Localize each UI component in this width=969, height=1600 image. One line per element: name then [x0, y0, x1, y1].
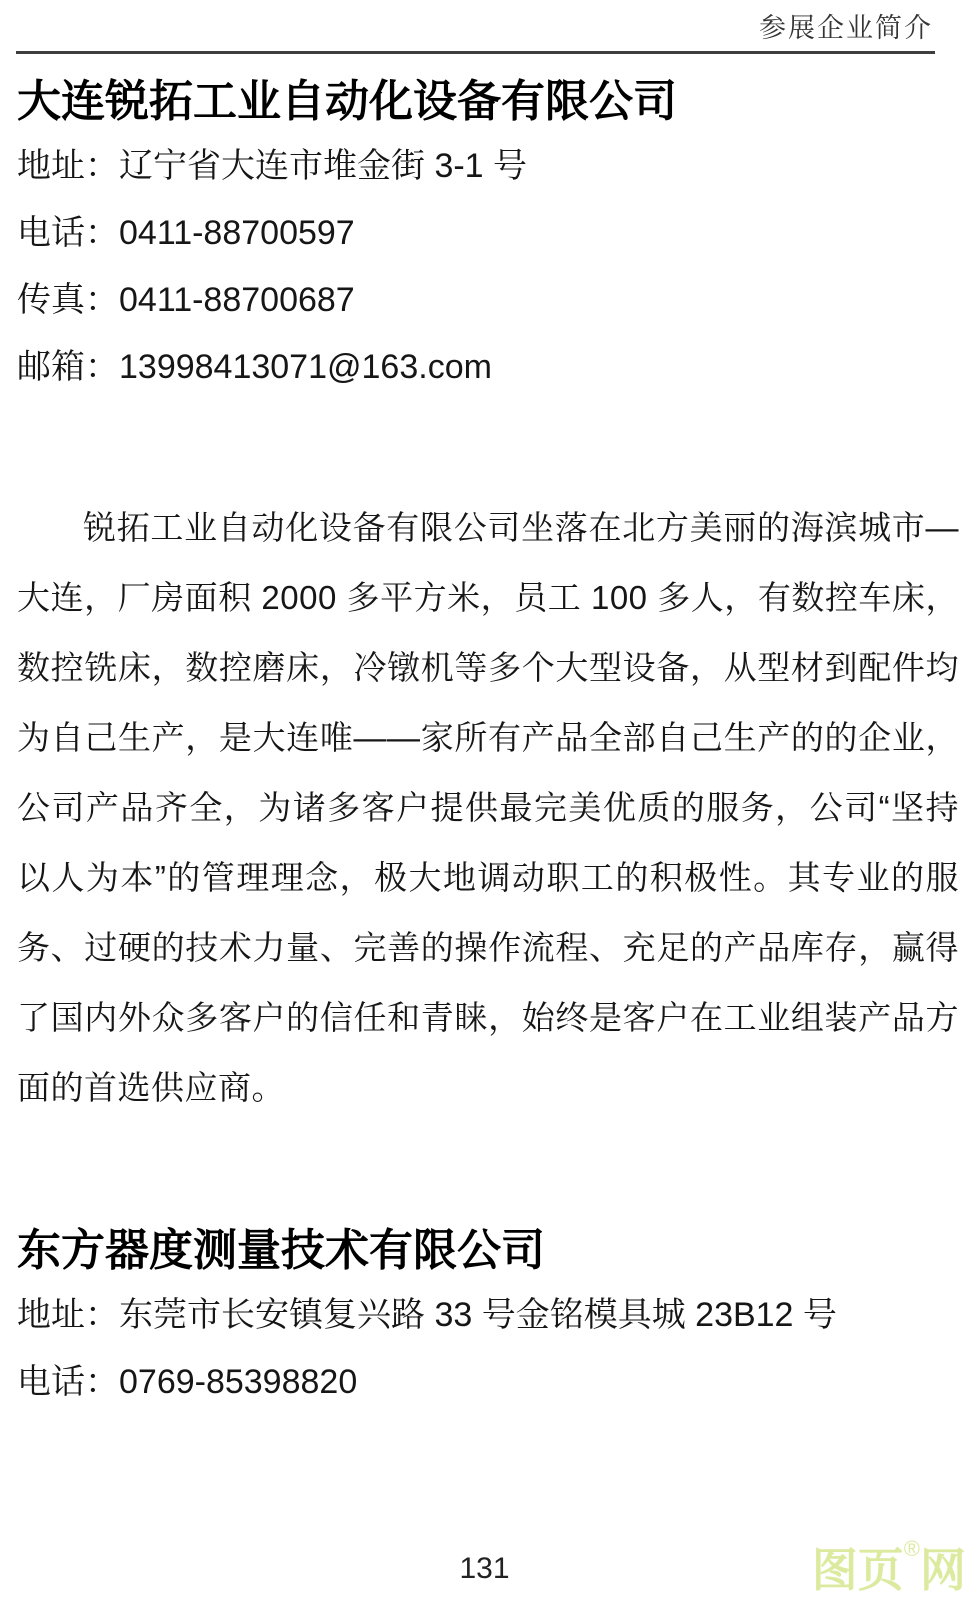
- company-name: 东方器度测量技术有限公司: [17, 1226, 545, 1275]
- page-header-title: 参展企业简介: [759, 13, 933, 43]
- contact-line-fax: 传真：0411-88700687: [17, 281, 355, 319]
- company-section-dalian-ruituo: [17, 74, 959, 1123]
- contact-line-address: 地址：东莞市长安镇复兴路 33 号金铭模具城 23B12 号: [17, 1296, 837, 1334]
- contact-list: [17, 1282, 959, 1416]
- page-header: [16, 0, 935, 54]
- contact-line-phone: 电话：0769-85398820: [17, 1363, 358, 1401]
- contact-line-phone: 电话：0411-88700597: [17, 214, 355, 252]
- watermark-text-left: 图页: [811, 1544, 904, 1597]
- company-section-dongfang-qidu: [17, 1223, 959, 1416]
- contact-line-address: 地址：辽宁省大连市堆金街 3-1 号: [17, 147, 528, 185]
- company-name: 大连锐拓工业自动化设备有限公司: [17, 77, 677, 126]
- page-number: 131: [459, 1552, 510, 1585]
- registered-trademark-icon: ®: [903, 1536, 920, 1562]
- watermark-logo: [811, 1536, 966, 1597]
- contact-line-email: 邮箱：13998413071@163.com: [17, 348, 492, 386]
- company-description: 锐拓工业自动化设备有限公司坐落在北方美丽的海滨城市—大连，厂房面积 2000 多平方米，员工 100 多人，有数控车床，数控铣床，数控磨床，冷镦机等多个大型设备，从型材到配件均为自己生产，是大连唯——家所有产品全部自己生产的的企业，公司产品齐全，为诸多客户提供最完美优质的服务，公司“坚持以人为本”的管理理念，极大地调动职工的积极性。其专业的服务、过硬的技术力量、完善的操作流程、充足的产品库存，赢得了国内外众多客户的信任和青睐，始终是客户在工业组装产品方面的首选供应商。: [17, 509, 959, 1106]
- watermark-text-right: 网: [920, 1544, 966, 1597]
- contact-list: [17, 133, 959, 401]
- content: [17, 74, 959, 1416]
